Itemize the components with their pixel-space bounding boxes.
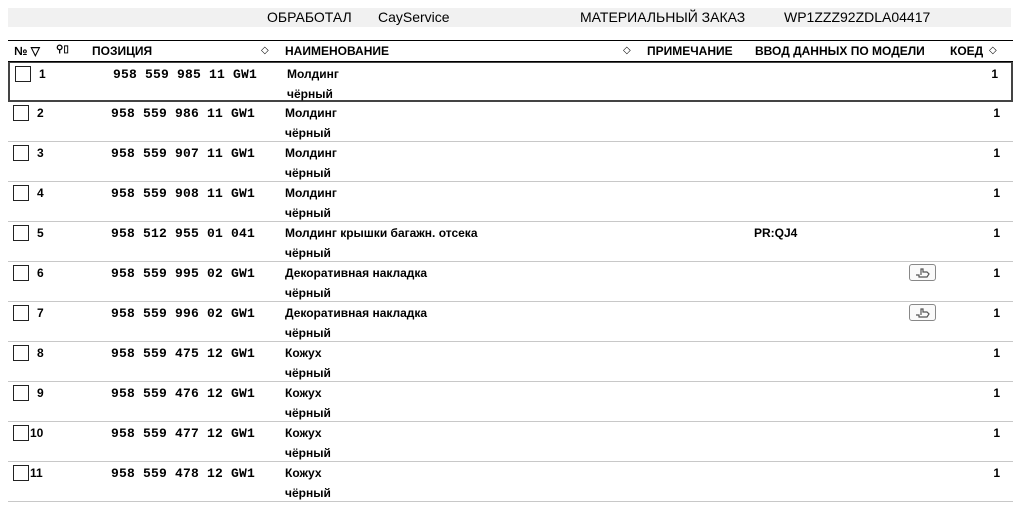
table-row[interactable]: [8, 222, 1013, 262]
part-number: 958 559 908 11 GW1: [111, 186, 256, 201]
row-number: 8: [37, 346, 44, 360]
row-number: 3: [37, 146, 44, 160]
row-checkbox[interactable]: [13, 345, 29, 361]
row-number: 4: [37, 186, 44, 200]
part-number: 958 559 995 02 GW1: [111, 266, 256, 281]
row-checkbox[interactable]: [15, 66, 31, 82]
part-name: Кожух: [285, 346, 322, 360]
part-name: Молдинг: [285, 186, 337, 200]
table-header: [8, 40, 1013, 62]
row-number: 5: [37, 226, 44, 240]
order-header-bar: [8, 8, 1011, 27]
row-checkbox[interactable]: [13, 225, 29, 241]
part-info-button[interactable]: [909, 264, 936, 281]
order-number: WP1ZZZ92ZDLA04417: [784, 9, 931, 25]
quantity: 1: [993, 146, 1000, 160]
quantity: 1: [993, 266, 1000, 280]
row-checkbox[interactable]: [13, 425, 29, 441]
part-name: Молдинг: [285, 106, 337, 120]
part-number: 958 559 907 11 GW1: [111, 146, 256, 161]
part-color: чёрный: [285, 366, 331, 380]
part-number: 958 559 477 12 GW1: [111, 426, 256, 441]
quantity: 1: [991, 67, 998, 81]
part-name: Декоративная накладка: [285, 266, 428, 280]
quantity: 1: [993, 186, 1000, 200]
part-name: Кожух: [285, 466, 322, 480]
row-checkbox[interactable]: [13, 305, 29, 321]
part-color: чёрный: [285, 206, 331, 220]
row-number: 10: [30, 426, 44, 440]
model-data: PR:QJ4: [754, 226, 798, 240]
column-note-header[interactable]: ПРИМЕЧАНИЕ: [647, 44, 733, 58]
row-checkbox[interactable]: [13, 145, 29, 161]
part-color: чёрный: [285, 126, 331, 140]
part-color: чёрный: [287, 87, 333, 101]
part-name: Кожух: [285, 426, 322, 440]
sort-name-icon[interactable]: ◇: [623, 45, 631, 56]
hand-point-icon: [915, 307, 931, 319]
row-number: 9: [37, 386, 44, 400]
sort-qty-icon[interactable]: ◇: [989, 45, 997, 56]
part-name: Молдинг: [287, 67, 339, 81]
hand-point-icon: [915, 267, 931, 279]
part-number: 958 559 986 11 GW1: [111, 106, 256, 121]
part-number: 958 512 955 01 041: [111, 226, 256, 241]
row-checkbox[interactable]: [13, 105, 29, 121]
part-color: чёрный: [285, 166, 331, 180]
processed-label: ОБРАБОТАЛ: [267, 9, 352, 25]
row-number: 1: [39, 67, 46, 81]
pin-column-icon[interactable]: ⚲▯: [56, 44, 69, 55]
part-number: 958 559 475 12 GW1: [111, 346, 256, 361]
quantity: 1: [993, 106, 1000, 120]
part-name: Молдинг: [285, 146, 337, 160]
column-qty-header[interactable]: КОЕД: [950, 44, 984, 58]
row-number: 7: [37, 306, 44, 320]
row-checkbox[interactable]: [13, 185, 29, 201]
part-color: чёрный: [285, 406, 331, 420]
part-color: чёрный: [285, 286, 331, 300]
quantity: 1: [993, 226, 1000, 240]
column-name-header[interactable]: НАИМЕНОВАНИЕ: [285, 44, 389, 58]
parts-table: [8, 40, 1013, 502]
part-info-button[interactable]: [909, 304, 936, 321]
quantity: 1: [993, 346, 1000, 360]
part-name: Кожух: [285, 386, 322, 400]
row-number: 6: [37, 266, 44, 280]
column-position-header[interactable]: ПОЗИЦИЯ: [92, 44, 153, 58]
row-number: 11: [30, 466, 43, 480]
part-name: Молдинг крышки багажн. отсека: [285, 226, 478, 240]
quantity: 1: [993, 386, 1000, 400]
part-color: чёрный: [285, 486, 331, 500]
column-no-header[interactable]: № ▽: [14, 44, 40, 58]
quantity: 1: [993, 466, 1000, 480]
processed-by-value: CayService: [378, 9, 450, 25]
table-body: [8, 62, 1013, 502]
part-color: чёрный: [285, 246, 331, 260]
table-row[interactable]: [8, 62, 1013, 102]
table-row[interactable]: [8, 462, 1013, 502]
order-label: МАТЕРИАЛЬНЫЙ ЗАКАЗ: [580, 9, 746, 25]
table-row[interactable]: [8, 182, 1013, 222]
part-color: чёрный: [285, 326, 331, 340]
row-checkbox[interactable]: [13, 265, 29, 281]
quantity: 1: [993, 426, 1000, 440]
sort-position-icon[interactable]: ◇: [261, 45, 269, 56]
table-row[interactable]: [8, 142, 1013, 182]
quantity: 1: [993, 306, 1000, 320]
part-number: 958 559 996 02 GW1: [111, 306, 256, 321]
table-row[interactable]: [8, 102, 1013, 142]
row-checkbox[interactable]: [13, 465, 29, 481]
part-number: 958 559 478 12 GW1: [111, 466, 256, 481]
table-row[interactable]: [8, 422, 1013, 462]
table-row[interactable]: [8, 382, 1013, 422]
table-row[interactable]: [8, 262, 1013, 302]
column-model-header[interactable]: ВВОД ДАННЫХ ПО МОДЕЛИ: [755, 44, 925, 58]
table-row[interactable]: [8, 342, 1013, 382]
table-row[interactable]: [8, 302, 1013, 342]
row-checkbox[interactable]: [13, 385, 29, 401]
part-number: 958 559 985 11 GW1: [113, 67, 258, 82]
part-number: 958 559 476 12 GW1: [111, 386, 256, 401]
part-color: чёрный: [285, 446, 331, 460]
row-number: 2: [37, 106, 44, 120]
part-name: Декоративная накладка: [285, 306, 428, 320]
